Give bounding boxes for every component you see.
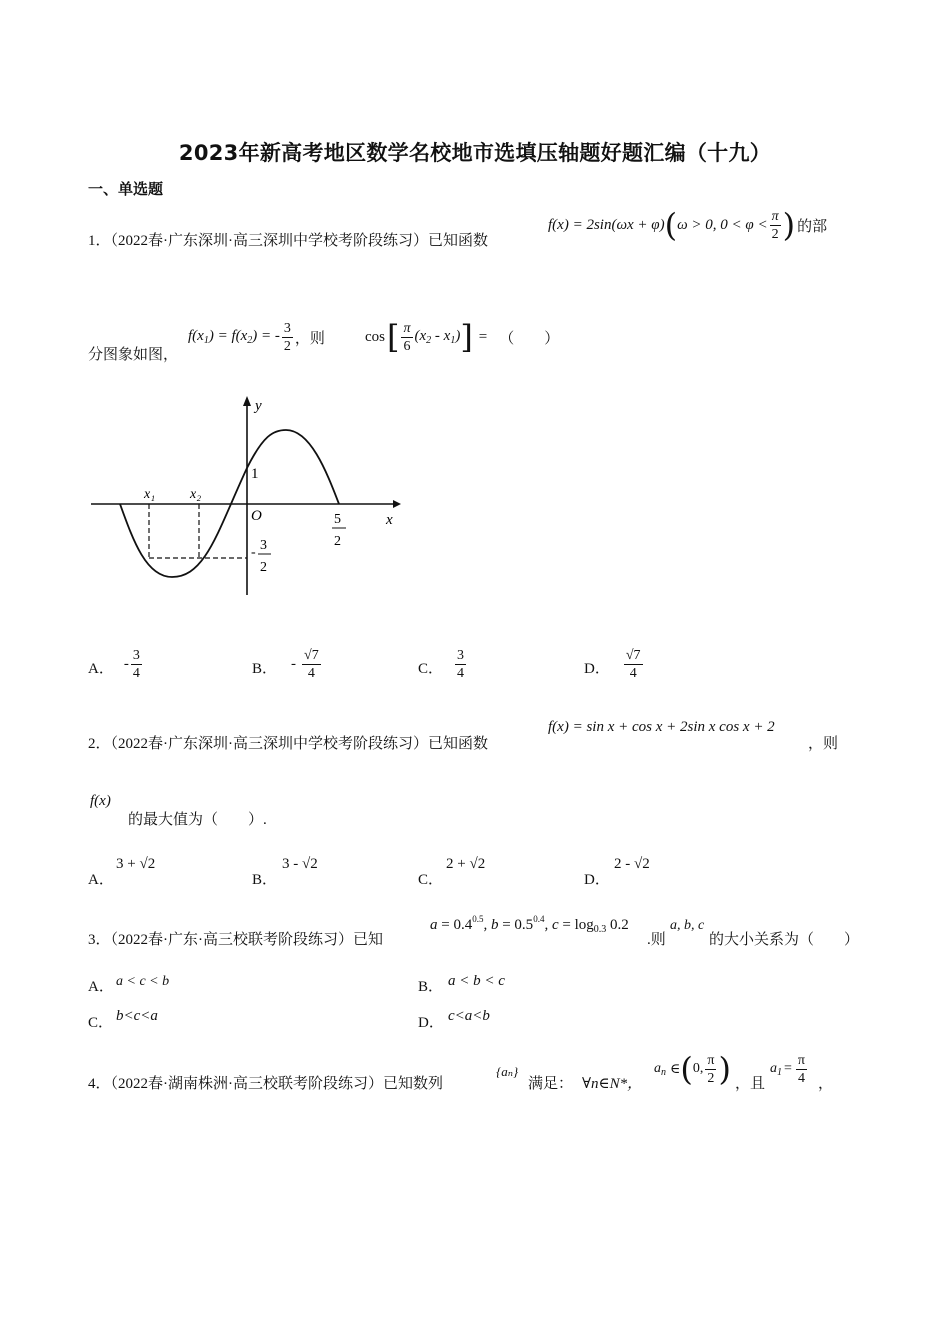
x-axis-arrow bbox=[393, 500, 401, 508]
q1-cond-paren-open: ( bbox=[664, 206, 678, 244]
q1-line2-prefix: 分图象如图， bbox=[88, 347, 179, 363]
q3-option-a[interactable]: A． bbox=[88, 979, 114, 995]
q1-line1 bbox=[88, 229, 488, 250]
q1-then: ，则 bbox=[294, 330, 325, 347]
q2-line2-func: f(x) bbox=[90, 793, 111, 809]
q4-satisfy: 满足： bbox=[528, 1076, 574, 1092]
q2-option-a[interactable]: A． bbox=[88, 872, 114, 888]
q1-graph bbox=[88, 390, 408, 610]
q1-function bbox=[548, 201, 827, 249]
q2-number: 2． bbox=[88, 736, 111, 752]
q3-option-a-text: a < c < b bbox=[116, 974, 170, 989]
q3-option-c[interactable]: C． bbox=[88, 1015, 114, 1031]
y-label: y bbox=[255, 398, 262, 414]
q1-cond-frac: $\frac{\pi}{2}$ bbox=[771, 208, 779, 242]
x2-label: x₂ bbox=[190, 487, 202, 502]
q1-number: 1． bbox=[88, 233, 111, 249]
q1-cond-paren-close: ) bbox=[782, 206, 796, 244]
q2-func: f(x) = sin x + cos x + 2sin x cos x + 2 bbox=[548, 719, 775, 735]
y-axis-arrow bbox=[243, 396, 251, 406]
q1-paren: （ ） bbox=[499, 330, 560, 347]
q1-option-a[interactable]: A． - $\frac{3}{4}$ bbox=[88, 648, 140, 681]
section-heading: 一、单选题 bbox=[88, 180, 164, 198]
q4-cond: $a_n$ ∈ ( 0, $\frac{\pi}{2}$ ) bbox=[654, 1050, 731, 1088]
q4-line1 bbox=[88, 1072, 443, 1093]
q4-init: $a_1$ = $\frac{\pi}{4}$ bbox=[770, 1052, 805, 1086]
q3-option-d[interactable]: D． bbox=[418, 1015, 444, 1031]
q3-option-b-text: a < b < c bbox=[448, 973, 505, 989]
q1-option-d[interactable]: D． $\frac{√7}{4}$ bbox=[584, 648, 641, 681]
q1-option-c[interactable]: C． $\frac{3}{4}$ bbox=[418, 648, 465, 681]
q1-func-text: f(x) = 2sin(ωx + φ) bbox=[548, 216, 665, 233]
q4-number: 4． bbox=[88, 1076, 111, 1092]
q2-option-b[interactable]: B． bbox=[252, 872, 278, 888]
q1-given: $f(x_1) = f(x_2)$ = - $\frac{3}{2}$ ，则 bbox=[188, 320, 325, 354]
y-tick-1: 1 bbox=[251, 466, 259, 482]
q4-source: （2022春·湖南株洲·高三校联考阶段练习）已知数列 bbox=[110, 1076, 444, 1092]
q1-option-b[interactable]: B． - $\frac{√7}{4}$ bbox=[252, 648, 319, 681]
q3-option-d-text: c<a<b bbox=[448, 1008, 490, 1024]
q3-vars: a, b, c bbox=[670, 918, 705, 933]
q2-line1 bbox=[88, 732, 488, 753]
page-title: 2023年新高考地区数学名校地市选填压轴题好题汇编（十九） bbox=[178, 141, 772, 165]
q1-cond: ω > 0, 0 < φ < bbox=[677, 216, 768, 233]
q1-ask-frac: $\frac{\pi}{6}$ bbox=[403, 320, 411, 354]
x-end-num: 5 bbox=[334, 512, 341, 527]
x-label: x bbox=[386, 512, 393, 528]
q4-forall: ∀n∈N*， bbox=[582, 1076, 643, 1092]
q1-ask: cos [ $\frac{\pi}{6}$ $(x_2 - x_1)$ ] = （ ） bbox=[365, 318, 560, 356]
q2-option-c[interactable]: C． bbox=[418, 872, 444, 888]
q3-number: 3． bbox=[88, 932, 111, 948]
q1-given-frac: $\frac{3}{2}$ bbox=[283, 320, 291, 354]
q2-option-d-text: 2 - √2 bbox=[614, 856, 650, 872]
q3-tail: 的大小关系为（ ） bbox=[709, 932, 860, 948]
x1-label: x₁ bbox=[144, 487, 156, 502]
y-min-den: 2 bbox=[260, 560, 267, 575]
q4-seq: {aₙ} bbox=[496, 1064, 519, 1079]
q3-source: （2022春·广东·高三校联考阶段练习）已知 bbox=[110, 932, 384, 948]
q3-option-c-text: b<c<a bbox=[116, 1008, 158, 1024]
origin-label: O bbox=[251, 508, 262, 524]
q2-tail: ，则 bbox=[808, 736, 839, 752]
q1-source: （2022春·广东深圳·高三深圳中学校考阶段练习）已知函数 bbox=[110, 233, 489, 249]
y-min-num: 3 bbox=[260, 538, 267, 553]
q4-end: ， bbox=[818, 1076, 834, 1092]
q1-tail: 的部 bbox=[797, 218, 828, 235]
q2-option-a-text: 3 + √2 bbox=[116, 856, 156, 872]
q2-option-b-text: 3 - √2 bbox=[282, 856, 318, 872]
q2-line2-text: 的最大值为（ ）. bbox=[128, 812, 267, 828]
q4-and: ，且 bbox=[735, 1076, 766, 1092]
q3-mid: .则 bbox=[647, 932, 666, 948]
q3-line1 bbox=[88, 928, 383, 949]
x-end-den: 2 bbox=[334, 534, 341, 549]
q3-expr: $a = 0.4^{0.5}$, $b = 0.5^{0.4}$, $c = \log_{0.3} 0.2$ bbox=[430, 914, 629, 935]
q2-option-c-text: 2 + √2 bbox=[446, 856, 486, 872]
y-min-sign: - bbox=[251, 545, 256, 560]
q2-option-d[interactable]: D． bbox=[584, 872, 610, 888]
q2-source: （2022春·广东深圳·高三深圳中学校考阶段练习）已知函数 bbox=[110, 736, 489, 752]
q3-option-b[interactable]: B． bbox=[418, 979, 444, 995]
